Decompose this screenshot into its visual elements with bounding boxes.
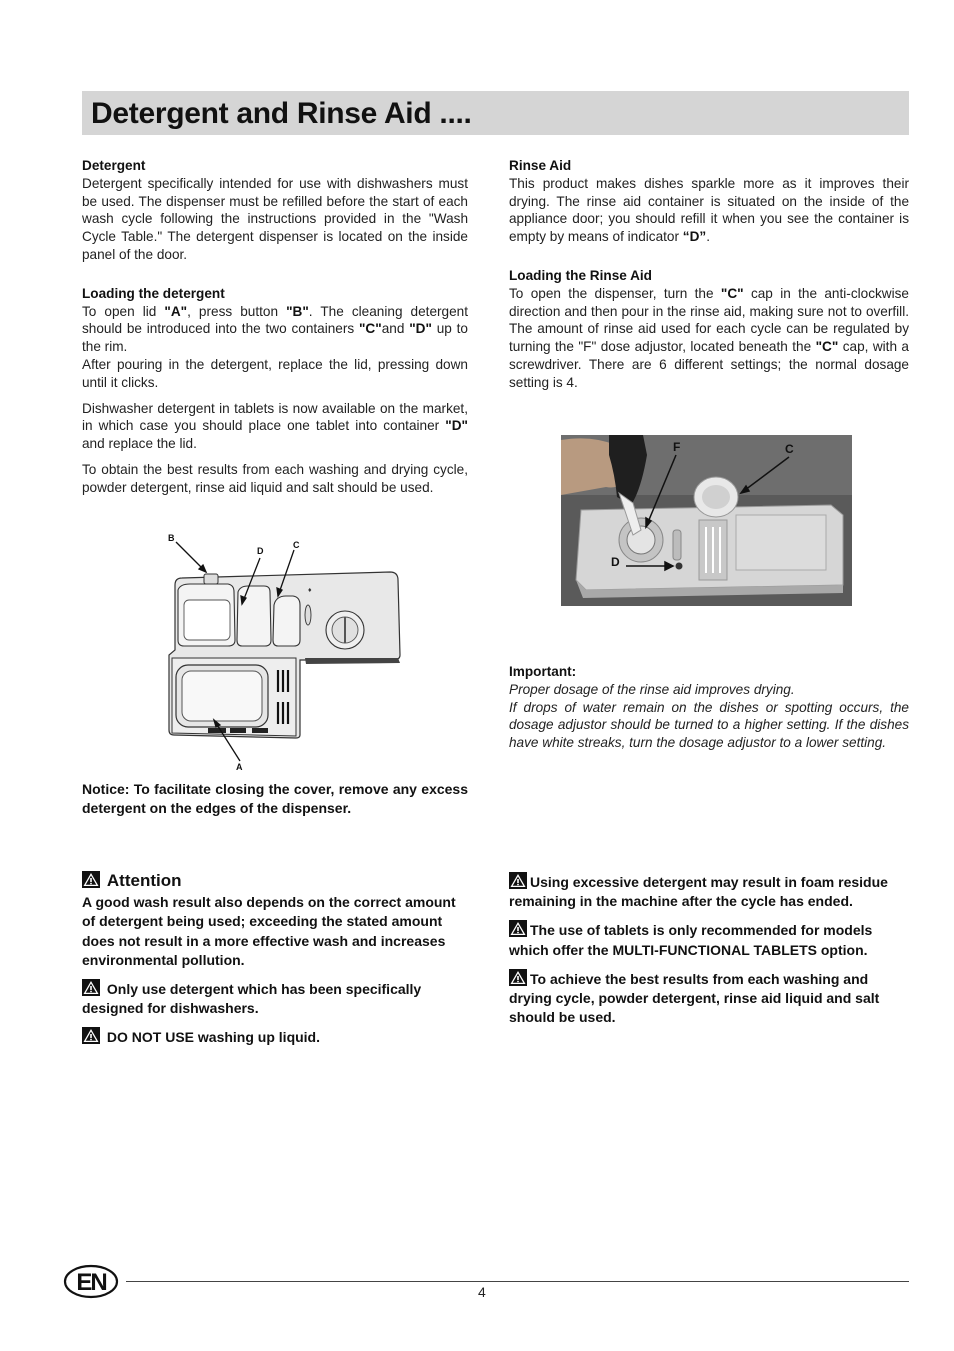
language-badge [63, 1264, 119, 1299]
notice-text: Notice: To facilitate closing the cover, remove any excess detergent on the edges of the dispenser. [82, 781, 468, 816]
title-bar [82, 91, 909, 135]
right-column [509, 157, 909, 392]
detergent-dispenser-figure [160, 530, 410, 775]
warning-icon [82, 979, 100, 996]
rinse-aid-photo [561, 435, 852, 606]
tablets-text: Dishwasher detergent in tablets is now available on the market, in which case you should place one tablet into container "D" and replace the lid. [82, 400, 468, 452]
loading-detergent-text: To open lid "A", press button "B". The cleaning detergent should be introduced into the two containers "C"and "D" up to the rim. [82, 303, 468, 355]
attention-text-3: DO NOT USE washing up liquid. [106, 1029, 321, 1046]
important-text-1: Proper dosage of the rinse aid improves drying. [509, 681, 795, 697]
left-column [82, 157, 468, 497]
language-code: EN [76, 1269, 106, 1296]
label-b: B [168, 533, 175, 543]
attention-right-text-2: The use of tablets is only recommended for models which offer the MULTI-FUNCTIONAL TABLETS option. [509, 922, 873, 958]
warning-icon [509, 920, 527, 937]
label-f: F [673, 440, 681, 454]
best-results-text: To obtain the best results from each washing and drying cycle, powder detergent, rinse aid liquid and salt should be used. [82, 461, 468, 495]
important-text-2: If drops of water remain on the dishes or spotting occurs, the dosage adjustor should be turned to a higher setting. If the dishes have white streaks, turn the dosage adjustor to a lower setting. [509, 699, 909, 751]
important-heading: Important: [509, 664, 577, 679]
warning-icon [82, 871, 100, 888]
attention-right-section [509, 872, 909, 1036]
label-c-photo: C [785, 442, 794, 456]
footer-rule [126, 1281, 909, 1282]
important-section [509, 663, 909, 752]
attention-text-2: Only use detergent which has been specifically designed for dishwashers. [82, 981, 422, 1017]
loading-rinse-aid-heading: Loading the Rinse Aid [509, 267, 652, 283]
rinse-aid-heading: Rinse Aid [509, 158, 572, 173]
attention-text-1: A good wash result also depends on the correct amount of detergent being used; exceeding the stated amount does not result in a more effective wash and increases environmental pollution. [82, 894, 456, 968]
detergent-heading: Detergent [82, 158, 146, 173]
loading-rinse-aid-text: To open the dispenser, turn the "C" cap in the anti-clockwise direction and then pour in the rinse aid, making sure not to overfill. The amount of rinse aid used for each cycle can be regulated by turning the "F" dose adjustor, located beneath the "C" cap, with a screwdriver. There are 6 different settings; the normal dosage setting is 4. [509, 285, 909, 390]
attention-right-text-1: Using excessive detergent may result in foam residue remaining in the machine after the cycle has ended. [509, 874, 888, 910]
warning-icon [509, 969, 527, 986]
label-c: C [293, 540, 300, 550]
attention-right-text-3: To achieve the best results from each washing and drying cycle, powder detergent, rinse aid liquid and salt should be used. [509, 970, 880, 1026]
rinse-aid-text: This product makes dishes sparkle more as it improves their drying. The rinse aid container is situated on the inside of the appliance door; you should refill it when you see the container is empty by means of indicator “D”. [509, 175, 909, 245]
attention-heading: Attention [106, 871, 182, 890]
label-d-photo: D [611, 555, 620, 569]
loading-detergent-heading: Loading the detergent [82, 285, 225, 301]
attention-section [82, 871, 468, 1057]
page-title: Detergent and Rinse Aid .... [91, 97, 472, 130]
page-number: 4 [478, 1284, 486, 1300]
detergent-text: Detergent specifically intended for use with dishwashers must be used. The dispenser must be refilled before the start of each wash cycle following the instructions provided in the "Wash Cycle Table." The detergent dispenser is located on the inside panel of the door. [82, 175, 468, 262]
warning-icon [509, 872, 527, 889]
warning-icon [82, 1027, 100, 1044]
label-d: D [257, 546, 264, 556]
svg-text:♦: ♦ [308, 587, 312, 594]
loading-detergent-lid-text: After pouring in the detergent, replace the lid, pressing down until it clicks. [82, 356, 468, 390]
label-a: A [236, 762, 243, 772]
